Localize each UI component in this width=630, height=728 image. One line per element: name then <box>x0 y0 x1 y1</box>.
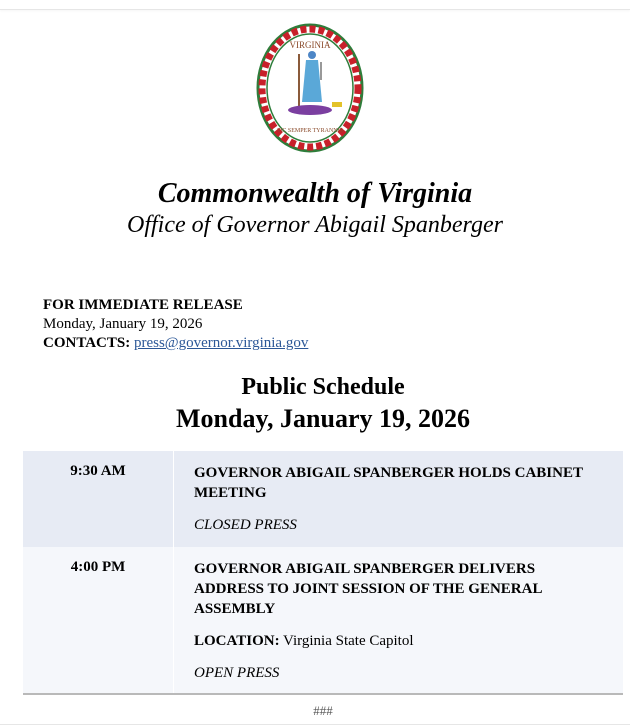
top-divider <box>0 0 630 10</box>
schedule-heading: Public Schedule <box>241 374 405 400</box>
event-time: 9:30 AM <box>23 451 174 547</box>
virginia-seal-icon <box>256 22 364 154</box>
svg-text:SIC SEMPER TYRANNIS: SIC SEMPER TYRANNIS <box>277 128 343 134</box>
event-title: GOVERNOR ABIGAIL SPANBERGER DELIVERS ADDRESS TO JOINT SESSION OF THE GENERAL ASSEMBLY <box>194 561 542 617</box>
event-location <box>194 631 603 651</box>
event-details <box>174 451 624 547</box>
event-details <box>174 547 624 694</box>
page-title: Commonwealth of Virginia <box>157 178 473 209</box>
press-status: OPEN PRESS <box>194 665 280 681</box>
schedule-table <box>23 451 623 695</box>
end-mark: ### <box>313 703 333 718</box>
press-status: CLOSED PRESS <box>194 517 297 533</box>
release-info <box>43 296 308 353</box>
release-label: FOR IMMEDIATE RELEASE <box>43 297 243 313</box>
office-subtitle: Office of Governor Abigail Spanberger <box>127 212 503 238</box>
contacts-email-link[interactable]: press@governor.virginia.gov <box>133 335 309 351</box>
location-label: LOCATION: <box>194 633 280 649</box>
bottom-divider <box>0 724 630 725</box>
event-title: GOVERNOR ABIGAIL SPANBERGER HOLDS CABINET MEETING <box>194 465 583 501</box>
table-row <box>23 451 623 547</box>
table-row <box>23 547 623 694</box>
schedule-date: Monday, January 19, 2026 <box>176 404 470 433</box>
contacts-label: CONTACTS: <box>43 335 131 351</box>
location-value: Virginia State Capitol <box>283 633 414 649</box>
event-time: 4:00 PM <box>23 547 174 694</box>
release-date: Monday, January 19, 2026 <box>43 316 203 332</box>
svg-text:VIRGINIA: VIRGINIA <box>289 40 331 50</box>
